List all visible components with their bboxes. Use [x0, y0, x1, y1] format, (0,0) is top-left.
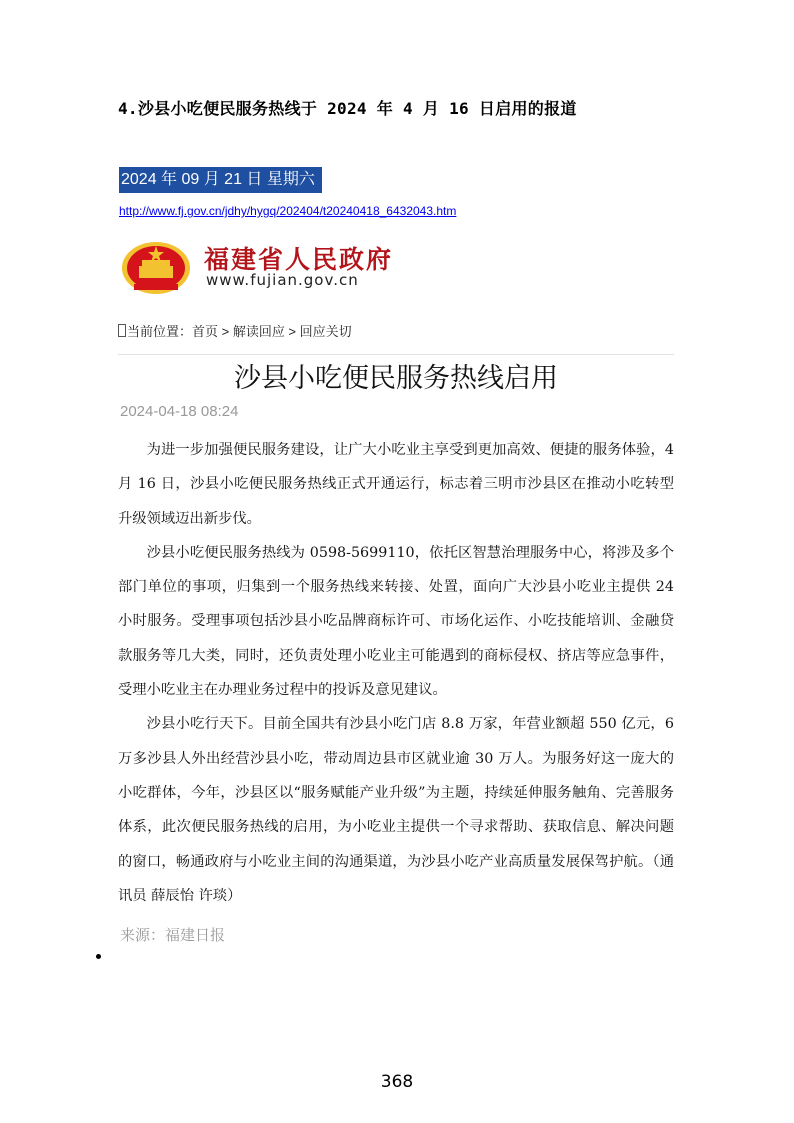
article-title: 沙县小吃便民服务热线启用 [234, 363, 558, 394]
section-heading: 4.沙县小吃便民服务热线于 2024 年 4 月 16 日启用的报道 [118, 99, 577, 118]
national-emblem-icon [120, 238, 200, 296]
breadcrumb-text: 当前位置：首页 > 解读回应 > 回应关切 [127, 324, 352, 339]
breadcrumb [118, 321, 352, 340]
paragraph: 为进一步加强便民服务建设，让广大小吃业主享受到更加高效、便捷的服务体验，4 月 16 日，沙县小吃便民服务热线正式开通运行，标志着三明市沙县区在推动小吃转型升级领域迈出新步伐。 [118, 442, 674, 527]
article-timestamp: 2024-04-18 08:24 [120, 403, 239, 420]
source-url-link[interactable]: http://www.fj.gov.cn/jdhy/hygq/202404/t20240418_6432043.htm [119, 204, 457, 218]
date-banner: 2024 年 09 月 21 日 星期六 [119, 167, 322, 193]
article-source: 来源：福建日报 [120, 927, 226, 944]
page-number: 368 [380, 1072, 414, 1092]
bullet-icon [96, 954, 101, 959]
logo-name: 福建省人民政府 [204, 245, 394, 274]
paragraph: 沙县小吃行天下。目前全国共有沙县小吃门店 8.8 万家，年营业额超 550 亿元，6 万多沙县人外出经营沙县小吃，带动周边县市区就业逾 30 万人。为服务好这一庞大的小吃群体，今年，沙县区以“服务赋能产业升级”为主题，持续延伸服务触角、完善服务体系，此次便民服务热线的启用，为小吃业主提供一个寻求帮助、获取信息、解决问题的窗口，畅通政府与小吃业主间的沟通渠道，为沙县小吃产业高质量发展保驾护航。（通讯员 薛辰怡 许琰） [118, 716, 674, 904]
article-body [118, 433, 674, 913]
logo-site-url: www.fujian.gov.cn [206, 271, 359, 289]
divider [118, 354, 674, 355]
paragraph: 沙县小吃便民服务热线为 0598-5699110，依托区智慧治理服务中心，将涉及多个部门单位的事项，归集到一个服务热线来转接、处置，面向广大沙县小吃业主提供 24 小时服务。受理事项包括沙县小吃品牌商标许可、市场化运作、小吃技能培训、金融贷款服务等几大类，同时，还负责处理小吃业主可能遇到的商标侵权、挤店等应急事件，受理小吃业主在办理业务过程中的投诉及意见建议。 [118, 544, 674, 699]
site-logo[interactable] [120, 238, 465, 296]
breadcrumb-box-icon [118, 324, 126, 337]
